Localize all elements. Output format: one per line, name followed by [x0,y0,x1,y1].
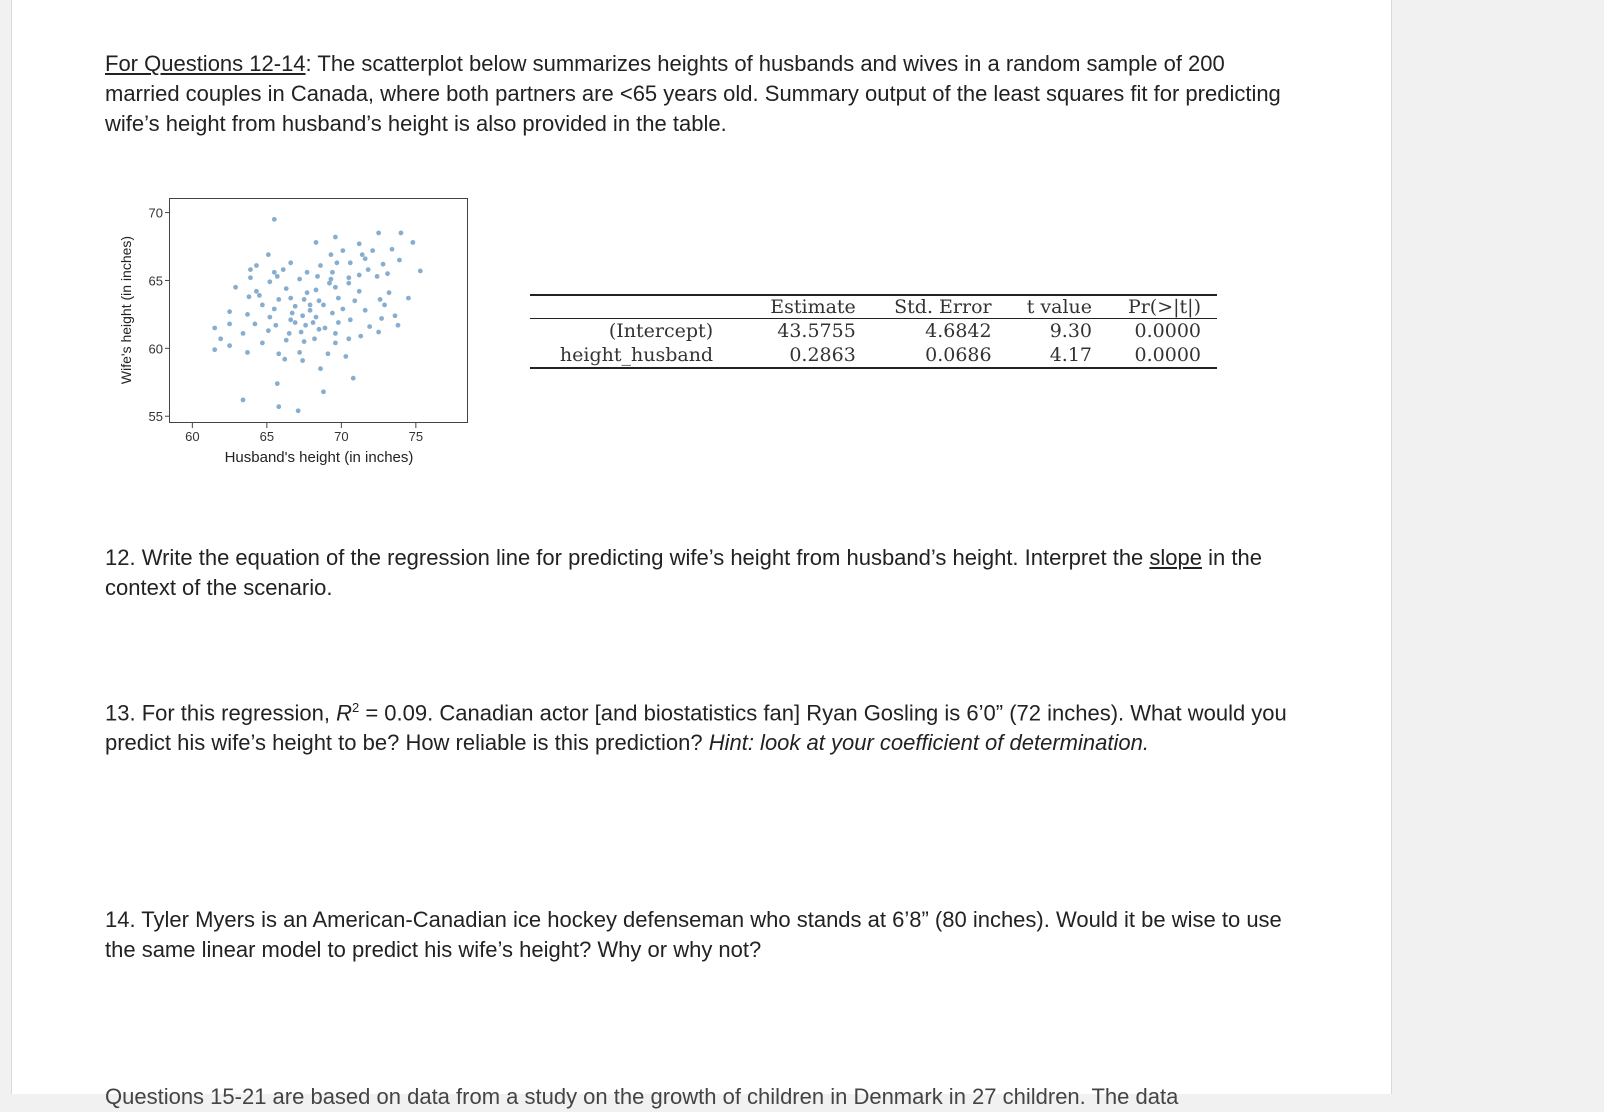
data-point [348,317,353,322]
data-point [293,304,298,309]
data-point [297,277,302,282]
data-point [326,351,331,356]
data-point [329,252,334,257]
data-point [233,285,238,290]
data-point [314,288,319,293]
data-point [366,267,371,272]
data-point [272,307,277,312]
col-std-error: Std. Error [894,296,992,318]
data-point [418,269,423,274]
data-point [317,298,322,303]
data-point [333,235,338,240]
data-point [315,274,320,279]
data-point [393,313,398,318]
data-point [343,354,348,359]
data-point [254,263,259,268]
data-point [253,321,258,326]
data-point [334,260,339,265]
data-point [312,336,317,341]
data-point [275,274,280,279]
data-point [314,240,319,245]
data-point [346,281,351,286]
regression-table [530,294,1217,369]
data-point [302,339,307,344]
data-point [227,343,232,348]
data-point [275,381,280,386]
data-point [330,270,335,275]
data-point [245,312,250,317]
data-point [248,267,253,272]
data-point [276,404,281,409]
question-14: 14. Tyler Myers is an American-Canadian ice hockey defenseman who stands at 6’8” (80 inches). Would it be wise to use the same linear model to predict his wife’s height? Why or why not? [105,907,1282,962]
data-point [370,248,375,253]
y-tick-label: 65 [148,273,163,289]
std-error-cell: 0.0686 [925,344,992,366]
intro-paragraph [105,49,1305,139]
data-point [357,273,362,278]
data-point [363,256,368,261]
hint-text: Hint: look at your coefficient of determination. [708,730,1149,756]
question-15-cut-off: Questions 15-21 are based on data from a study on the growth of children in Denmark in 27 children. The data [105,1084,1179,1109]
data-point [287,331,292,336]
data-point [321,302,326,307]
data-point [266,328,271,333]
data-point [406,296,411,301]
data-point [296,408,301,413]
table-row [530,319,1217,344]
data-point [297,350,302,355]
data-point [358,334,363,339]
data-point [376,330,381,335]
questions-range-label: For Questions 12-14 [105,51,306,76]
data-point [367,324,372,329]
data-point [399,231,404,236]
x-tick-label: 65 [259,429,275,444]
data-point [266,252,271,257]
data-point [260,302,265,307]
x-tick-label: 70 [334,429,349,444]
data-point [284,338,289,343]
data-point [340,307,345,312]
question-13: 13. For this regression, $R^2 = 0.09$. Canadian actor [and biostatistics fan] Ryan Gosling is 6’0” (72 inches). What would you predict his wife’s height to be? How reliable is this prediction? Hint: look at your coefficient of determination. [105,700,1287,756]
data-point [288,317,293,322]
data-point [333,285,338,290]
data-point [333,341,338,346]
data-point [396,323,401,328]
data-point [317,327,322,332]
data-point [272,270,277,275]
data-point [305,290,310,295]
data-point [385,271,390,276]
data-point [212,347,217,352]
slope-emphasis: slope [1149,545,1202,570]
table-row [530,343,1217,368]
data-point [257,293,262,298]
data-point [357,241,362,246]
row-label: (Intercept) [608,320,714,342]
data-point [247,294,252,299]
data-point [376,231,381,236]
data-point [311,320,316,325]
data-point [299,330,304,335]
intro-text: : The scatterplot below summarizes heights of husbands and wives in a random sample of 200 married couples in Canada, where both partners are <65 years old. Summary output of the least squares fit for predicting wife’s height from husband’s height is also provided in the table. [105,51,1281,136]
data-point [363,308,368,313]
x-tick-label: 60 [185,429,200,444]
data-point [248,275,253,280]
data-point [267,279,272,284]
data-point [300,313,305,318]
data-point [241,331,246,336]
table-header-row [530,295,1217,319]
data-point [382,302,387,307]
data-point [276,297,281,302]
question-12: 12. Write the equation of the regression line for predicting wife’s height from husband’s height. Interpret the slope in the context of the scenario. [105,545,1262,600]
t-value-cell: 4.17 [1049,344,1092,366]
data-point [288,260,293,265]
data-point [293,320,298,325]
data-point [351,376,356,381]
data-point [300,358,305,363]
data-point [375,274,380,279]
data-point [245,350,250,355]
data-point [303,323,308,328]
data-point [308,302,313,307]
std-error-cell: 4.6842 [925,320,992,342]
col-estimate: Estimate [770,296,856,318]
data-point [302,297,307,302]
data-point [318,263,323,268]
data-point [333,331,338,336]
data-point [227,309,232,314]
row-label: height_husband [559,344,714,366]
data-point [218,336,223,341]
data-point [267,315,272,320]
p-value-cell: 0.0000 [1134,320,1201,342]
data-point [323,326,328,331]
data-point [212,326,217,331]
data-point [284,286,289,291]
col-p-value: Pr(>|t|) [1127,296,1201,318]
data-point [397,258,402,263]
data-point [329,277,334,282]
r-squared-exponent: 2 [352,700,360,715]
data-point [314,315,319,320]
data-point [272,217,277,222]
data-point [387,290,392,295]
scatterplot [113,190,478,480]
data-point [378,297,383,302]
data-point [340,248,345,253]
data-point [381,262,386,267]
data-point [357,289,362,294]
x-axis-label: Husband's height (in inches) [224,449,414,466]
plot-frame [170,199,468,423]
data-point [290,311,295,316]
data-point [336,296,341,301]
x-tick-label: 75 [408,429,424,444]
data-point [390,247,395,252]
r-squared-symbol: R [336,700,352,726]
data-point [321,389,326,394]
data-point [282,357,287,362]
estimate-cell: 43.5755 [777,320,856,342]
data-point [227,321,232,326]
t-value-cell: 9.30 [1049,320,1092,342]
data-point [348,260,353,265]
col-t-value: t value [1026,296,1092,318]
data-point [410,240,415,245]
y-axis-label: Wife's height (in inches) [118,235,134,385]
data-point [276,351,281,356]
data-point [346,336,351,341]
data-point [318,366,323,371]
data-point [352,298,357,303]
data-point [241,398,246,403]
data-point [273,323,278,328]
data-point [281,267,286,272]
y-tick-label: 60 [148,341,163,357]
document-page [11,0,1392,1109]
data-point [330,311,335,316]
data-point [336,320,341,325]
data-point [288,296,293,301]
p-value-cell: 0.0000 [1134,344,1201,366]
y-tick-label: 70 [148,205,163,221]
data-point [305,270,310,275]
y-tick-label: 55 [148,409,163,425]
estimate-cell: 0.2863 [789,344,856,366]
data-point [308,308,313,313]
data-point [346,275,351,280]
data-point [260,341,265,346]
data-point [379,316,384,321]
data-point [254,289,259,294]
data-point [327,281,332,286]
data-point [360,252,365,257]
